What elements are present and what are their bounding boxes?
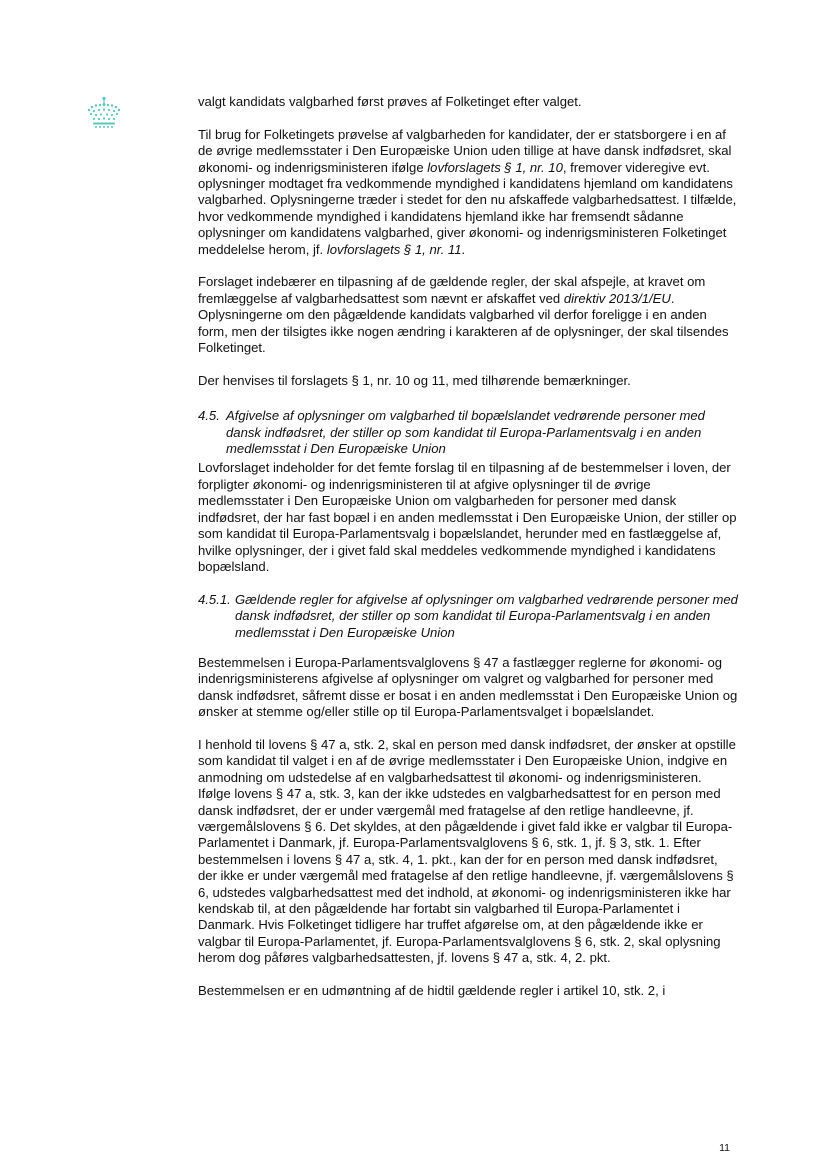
crown-icon [86, 96, 122, 130]
section-number: 4.5.1. [198, 591, 231, 607]
paragraph: valgt kandidats valgbarhed først prøves af Folketinget efter valget. [198, 94, 582, 109]
section-title: Afgivelse af oplysninger om valgbarhed til bopælslandet vedrørende personer med dansk indfødsret, der stiller op som kandidat til Europa-Parlamentsvalg i en anden medlemsstat i Den Europæiske Union [226, 408, 705, 457]
document-body [198, 94, 738, 1016]
law-reference: lovforslagets § 1, nr. 11 [326, 241, 462, 257]
paragraph: Der henvises til forslagets § 1, nr. 10 og 11, med tilhørende bemærkninger. [198, 372, 631, 388]
paragraph: Forslaget indebærer en tilpasning af de gældende regler, der skal afspejle, at kravet om fremlæggelse af valgbarhedsattest som nævnt er afskaffet ved direktiv 2013/1/EU. Oplysningerne om den pågældende kandidats valgbarhed vil derfor foreligge i en anden form, men der tilsigtes ikke nogen ændring i karakteren af de oplysninger, der skal tilsendes Folketinget. [198, 274, 729, 356]
paragraph: I henhold til lovens § 47 a, stk. 2, skal en person med dansk indfødsret, der ønsker at opstille som kandidat til valget i en af de øvrige medlemsstater i Den Europæiske Union, indgive en anmodning om udstedelse af en valgbarhedsattest til økonomi- og indenrigsministeren. Ifølge lovens § 47 a, stk. 3, kan der ikke udstedes en valgbarhedsattest for en person med dansk indfødsret, der er under værgemål med fratagelse af den retlige handleevne, jf. værgemålslovens § 6. Det skyldes, at den pågældende i givet fald ikke er valgbar til Europa-Parlamentet i Danmark, jf. Europa-Parlamentsvalglovens § 6, stk. 1, jf. § 3, stk. 1. Efter bestemmelsen i lovens § 47 a, stk. 4, 1. pkt., kan der for en person med dansk indfødsret, der ikke er under værgemål med fratagelse af den retlige handleevne, jf. værgemålslovens § 6, udstedes valgbarhedsattest med det indhold, at økonomi- og indenrigsministeren ikke har kendskab til, at den pågældende har fortabt sin valgbarhed til Europa-Parlamentet i Danmark. Hvis Folketinget tidligere har truffet afgørelse om, at den pågældende ikke er valgbar til Europa-Parlamentet, jf. Europa-Parlamentsvalglovens § 6, stk. 2, skal oplysning herom dog påføres valgbarhedsattesten, jf. lovens § 47 a, stk. 4, 2. pkt. [198, 736, 736, 966]
directive-reference: direktiv 2013/1/EU [563, 290, 671, 306]
page-number: 11 [719, 1142, 730, 1154]
paragraph: Bestemmelsen i Europa-Parlamentsvalglovens § 47 a fastlægger reglerne for økonomi- og indenrigsministerens afgivelse af oplysninger om valgret og valgbarhed for personer med dansk indfødsret, såfremt disse er bosat i en anden medlemsstat i Den Europæiske Union og ønsker at stemme og/eller stille op til Europa-Parlamentsvalget i bopælslandet. [198, 654, 738, 720]
paragraph: Bestemmelsen er en udmøntning af de hidtil gældende regler i artikel 10, stk. 2, i [198, 983, 666, 999]
law-reference: lovforslagets § 1, nr. 10 [427, 159, 563, 175]
paragraph: Lovforslaget indeholder for det femte forslag til en tilpasning af de bestemmelser i loven, der forpligter økonomi- og indenrigsministeren til at afgive oplysninger til de øvrige medlemsstater i Den Europæiske Union om valgbarheden for personer med dansk indfødsret, der har fast bopæl i en anden medlemsstat i Den Europæiske Union, der stiller op som kandidat til Europa-Parlamentsvalg i bopælslandet, herunder med en fastlæggelse af, hvilke oplysninger, der i givet fald skal meddeles vedkommende myndighed i kandidatens bopælsland. [198, 460, 737, 574]
section-title: Gældende regler for afgivelse af oplysninger om valgbarhed vedrørende personer med dansk indfødsret, der stiller op som kandidat til Europa-Parlamentsvalg i en anden medlemsstat i Den Europæiske Union [235, 591, 738, 640]
paragraph: Til brug for Folketingets prøvelse af valgbarheden for kandidater, der er statsborgere i en af de øvrige medlemsstater i Den Europæiske Union uden tillige at have dansk indfødsret, skal økonomi- og indenrigsministeren ifølge lovforslagets § 1, nr. 10, fremover videregive evt. oplysninger modtaget fra vedkommende myndighed i kandidatens hjemland om kandidatens valgbarhed. Oplysningerne træder i stedet for den nu afskaffede valgbarhedsattest. I tilfælde, hvor vedkommende myndighed i kandidatens hjemland ikke har fremsendt sådanne oplysninger om kandidatens valgbarhed, giver økonomi- og indenrigsministeren Folketinget meddelelse herom, jf. lovforslagets § 1, nr. 11. [198, 126, 737, 257]
section-number: 4.5. [198, 408, 220, 424]
section-heading-4-5 [198, 408, 738, 457]
section-heading-4-5-1 [198, 592, 738, 641]
